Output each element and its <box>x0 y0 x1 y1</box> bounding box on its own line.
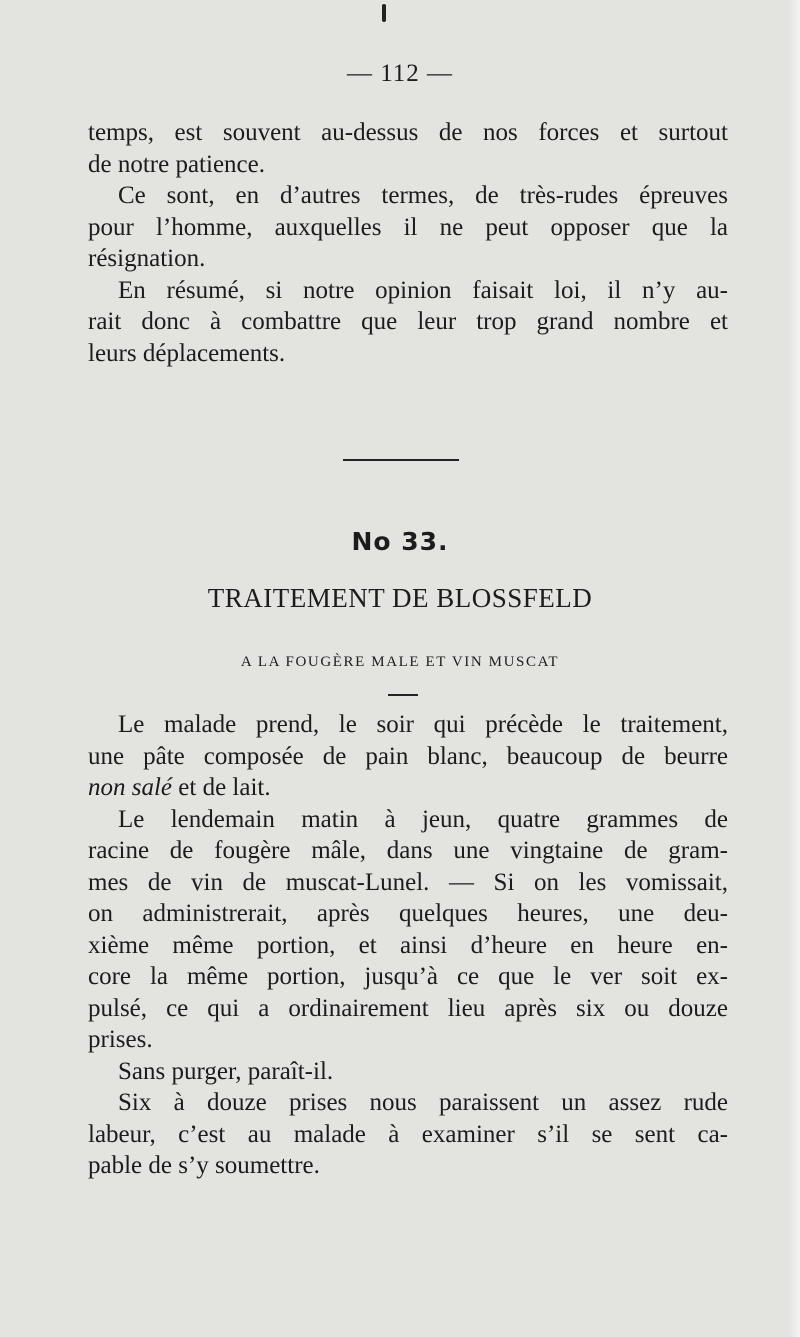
text-line <box>88 898 728 930</box>
line-text: pour l’homme, auxquelles il ne peut opposer que la <box>88 213 728 241</box>
text-line <box>88 1087 728 1119</box>
text-line <box>88 804 728 836</box>
paragraph-continuation <box>88 117 728 369</box>
line-text: une pâte composée de pain blanc, beaucoup de beurre <box>88 742 728 770</box>
line-text: on administrerait, après quelques heures, une deu- <box>88 900 728 927</box>
line-text: temps, est souvent au-dessus de nos forces et surtout <box>88 119 728 146</box>
line-text: xième même portion, et ainsi d’heure en heure en- <box>88 931 728 959</box>
section-number: No 33. <box>351 527 449 556</box>
text-line <box>88 1119 728 1151</box>
line-text: pulsé, ce qui a ordinairement lieu après six ou douze <box>88 994 728 1022</box>
ink-mark <box>382 4 386 22</box>
line-text: de notre patience. <box>88 150 265 178</box>
text-line <box>88 993 728 1025</box>
line-text: rait donc à combattre que leur trop grand nombre et <box>88 308 728 335</box>
section-divider <box>343 459 459 461</box>
line-text: labeur, c’est au malade à examiner s’il se sent ca- <box>88 1120 728 1148</box>
text-line <box>88 180 728 212</box>
text-line <box>88 338 728 370</box>
line-text: Le lendemain matin à jeun, quatre grammes de <box>118 805 728 833</box>
text-line <box>88 835 728 867</box>
text-line <box>88 930 728 962</box>
text-line <box>88 243 728 275</box>
text-line <box>88 212 728 244</box>
line-text: En résumé, si notre opinion faisait loi, il n’y au- <box>118 276 728 304</box>
text-line <box>88 961 728 993</box>
text-line <box>88 306 728 338</box>
section-title: TRAITEMENT DE BLOSSFELD <box>207 583 593 613</box>
text-line <box>88 1056 728 1088</box>
text-line <box>88 1150 728 1182</box>
line-text: Six à douze prises nous paraissent un assez rude <box>118 1089 728 1116</box>
line-text: Ce sont, en d’autres termes, de très-rudes épreuves <box>118 182 728 209</box>
text-line <box>88 741 728 773</box>
text-line <box>88 709 728 741</box>
section-subtitle: A LA FOUGÈRE MALE ET VIN MUSCAT <box>240 654 560 670</box>
page-number: — 112 — <box>346 60 454 87</box>
text-line <box>88 1024 728 1056</box>
text-line <box>88 772 728 804</box>
line-text: prises. <box>88 1026 153 1053</box>
line-text: Sans purger, paraît-il. <box>118 1057 334 1085</box>
title-dash <box>388 694 418 696</box>
italic-text: non salé <box>88 774 173 801</box>
section-body <box>88 709 728 1182</box>
text-line <box>88 149 728 181</box>
line-text: core la même portion, jusqu’à ce que le ver soit ex- <box>88 963 728 990</box>
text-line <box>88 275 728 307</box>
line-text: résignation. <box>88 245 206 272</box>
line-text: pable de s’y soumettre. <box>88 1152 320 1179</box>
text-line <box>88 117 728 149</box>
line-text: mes de vin de muscat-Lunel. — Si on les vomissait, <box>88 868 728 896</box>
line-text: leurs déplacements. <box>88 339 286 367</box>
line-text: et de lait. <box>172 774 271 801</box>
text-line <box>88 867 728 899</box>
line-text: racine de fougère mâle, dans une vingtaine de gram- <box>88 837 728 864</box>
line-text: Le malade prend, le soir qui précède le traitement, <box>118 711 728 738</box>
